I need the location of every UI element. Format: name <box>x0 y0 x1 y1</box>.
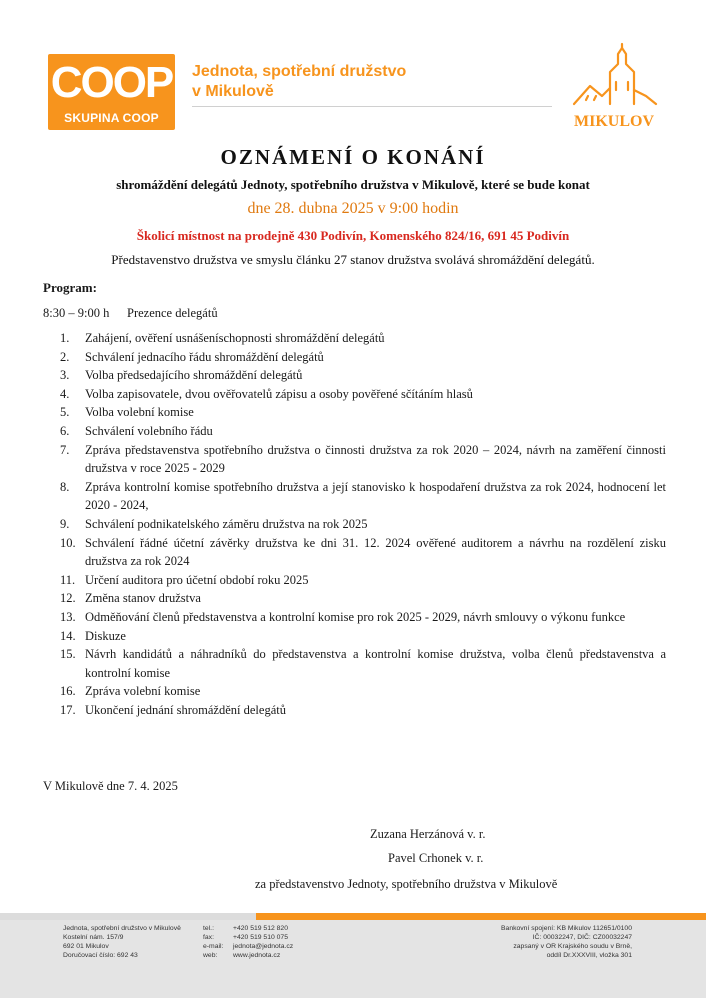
agenda-item <box>60 422 666 441</box>
coop-logo-word: COOP <box>50 58 173 107</box>
agenda-item-text: Návrh kandidátů a náhradníků do představenstva a kontrolní komise družstva, volba členů představenstva a kontrolní komise <box>85 647 666 680</box>
agenda-item <box>60 348 666 367</box>
agenda-item <box>60 441 666 478</box>
agenda-item <box>60 385 666 404</box>
agenda-item <box>60 329 666 348</box>
town-logo-label: MIKULOV <box>574 113 654 130</box>
program-heading: Program: <box>43 280 97 295</box>
footer-registration-line: oddíl Dr.XXXVIII, vložka 301 <box>546 952 632 959</box>
footer-contact-value: +420 519 510 075 <box>233 934 288 941</box>
footer-contacts <box>203 924 293 960</box>
agenda-item <box>60 366 666 385</box>
footer-address-line: Jednota, spotřební družstvo v Mikulově <box>63 925 181 932</box>
footer-contact-value[interactable]: www.jednota.cz <box>233 952 281 959</box>
agenda-item-text: Zahájení, ověření usnášeníschopnosti shromáždění delegátů <box>85 331 385 345</box>
organization-name <box>192 62 512 102</box>
signatory-2: Pavel Crhonek v. r. <box>388 851 484 865</box>
agenda-item <box>60 645 666 682</box>
agenda-item-number: 5. <box>60 405 70 420</box>
agenda-item-text: Schválení řádné účetní závěrky družstva ke dni 31. 12. 2024 ověřené auditorem a návrhu na rozdělení zisku družstva za rok 2024 <box>85 535 666 569</box>
agenda-item-text: Volba zapisovatele, dvou ověřovatelů zápisu a osoby pověřené sčítáním hlasů <box>85 386 473 401</box>
footer-address <box>63 924 181 960</box>
footer-contact-value: +420 519 512 820 <box>233 925 288 932</box>
agenda-item <box>60 571 666 590</box>
footer-contact-label: fax: <box>203 934 214 941</box>
agenda-item-number: 4. <box>60 386 70 401</box>
agenda-item-number: 13. <box>60 609 76 624</box>
agenda-item-text: Volba volební komise <box>85 405 194 420</box>
footer-address-line: Doručovací číslo: 692 43 <box>63 952 138 959</box>
presence-label: Prezence delegátů <box>127 306 218 320</box>
signatory-1: Zuzana Herzánová v. r. <box>370 827 486 841</box>
agenda-item <box>60 589 666 608</box>
agenda-item-text: Zpráva kontrolní komise spotřebního družstva a její stanovisko k hospodaření družstva za rok 2024, hodnocení let 2020 - 2024, <box>85 479 666 513</box>
agenda-item-text: Schválení jednacího řádu shromáždění delegátů <box>85 349 324 364</box>
footer-contact-label: web: <box>203 952 218 959</box>
agenda-item-text: Ukončení jednání shromáždění delegátů <box>85 702 286 717</box>
agenda-item-number: 8. <box>60 479 70 494</box>
agenda-item-number: 10. <box>60 535 76 550</box>
agenda-item <box>60 534 666 571</box>
footer-contact-value[interactable]: jednota@jednota.cz <box>233 943 294 950</box>
agenda-item <box>60 627 666 646</box>
agenda-item-number: 2. <box>60 349 70 364</box>
organization-name-line1: Jednota, spotřební družstvo <box>192 63 407 80</box>
agenda-item <box>60 515 666 534</box>
notice-subtitle: shromáždění delegátů Jednoty, spotřebního družstva v Mikulově, které se bude konat <box>116 177 590 192</box>
agenda-list <box>60 329 666 719</box>
meeting-date: dne 28. dubna 2025 v 9:00 hodin <box>247 200 459 217</box>
agenda-item-text: Změna stanov družstva <box>85 591 201 606</box>
agenda-item-number: 6. <box>60 423 70 438</box>
notice-title: OZNÁMENÍ O KONÁNÍ <box>220 145 486 169</box>
presence-time: 8:30 – 9:00 h <box>43 306 110 320</box>
footer-contact-label: e-mail: <box>203 943 224 950</box>
signing-place-date: V Mikulově dne 7. 4. 2025 <box>43 779 178 793</box>
agenda-item-number: 16. <box>60 684 76 699</box>
agenda-item <box>60 403 666 422</box>
agenda-item-number: 3. <box>60 368 70 383</box>
agenda-item <box>60 701 666 720</box>
signatory-on-behalf: za představenstvo Jednoty, spotřebního družstva v Mikulově <box>255 877 558 891</box>
agenda-item-text: Schválení volebního řádu <box>85 423 213 438</box>
agenda-item-text: Schválení podnikatelského záměru družstva na rok 2025 <box>85 516 368 531</box>
mikulov-town-logo <box>566 42 662 132</box>
agenda-item-number: 15. <box>60 647 76 662</box>
presence-row <box>43 306 218 321</box>
footer-address-line: Kostelní nám. 157/9 <box>63 934 124 941</box>
agenda-item-number: 11. <box>60 572 76 587</box>
agenda-item-text: Zpráva představenstva spotřebního družstva o činnosti družstva za rok 2020 – 2024, návrh na zaměření činnosti družstva v roce 2025 - 2029 <box>85 442 666 476</box>
agenda-item-number: 14. <box>60 628 76 643</box>
agenda-item-text: Zpráva volební komise <box>85 684 201 699</box>
agenda-item-text: Odměňování členů představenstva a kontrolní komise pro rok 2025 - 2029, návrh smlouvy o výkonu funkce <box>85 609 626 624</box>
footer-contact-label: tel.: <box>203 925 214 932</box>
footer <box>0 920 706 998</box>
agenda-item-number: 7. <box>60 442 70 457</box>
agenda-item <box>60 682 666 701</box>
organization-name-line2: v Mikulově <box>192 83 274 100</box>
agenda-item-number: 1. <box>60 331 70 345</box>
agenda-item <box>60 608 666 627</box>
agenda-item-number: 12. <box>60 591 76 606</box>
agenda-item-text: Volba předsedajícího shromáždění delegátů <box>85 368 303 383</box>
intro-text: Představenstvo družstva ve smyslu článku 27 stanov družstva svolává shromáždění delegátů. <box>111 252 595 267</box>
agenda-item <box>60 478 666 515</box>
header-divider <box>192 106 552 107</box>
footer-address-line: 692 01 Mikulov <box>63 943 109 950</box>
agenda-item-number: 9. <box>60 516 70 531</box>
agenda-item-text: Diskuze <box>85 628 126 643</box>
agenda-item-text: Určení auditora pro účetní období roku 2025 <box>85 572 309 587</box>
coop-logo <box>48 54 175 130</box>
footer-registration <box>501 924 632 960</box>
meeting-place: Školicí místnost na prodejně 430 Podivín, Komenského 824/16, 691 45 Podivín <box>136 228 570 243</box>
footer-registration-line: Bankovní spojení: KB Mikulov 112651/0100 <box>501 925 632 932</box>
footer-accent-strip <box>0 913 706 920</box>
footer-registration-line: zapsaný v OR Krajského soudu v Brně, <box>513 943 632 950</box>
footer-registration-line: IČ: 00032247, DIČ: CZ00032247 <box>532 934 632 941</box>
agenda-item-number: 17. <box>60 702 76 717</box>
coop-logo-subtitle: SKUPINA COOP <box>64 111 159 125</box>
